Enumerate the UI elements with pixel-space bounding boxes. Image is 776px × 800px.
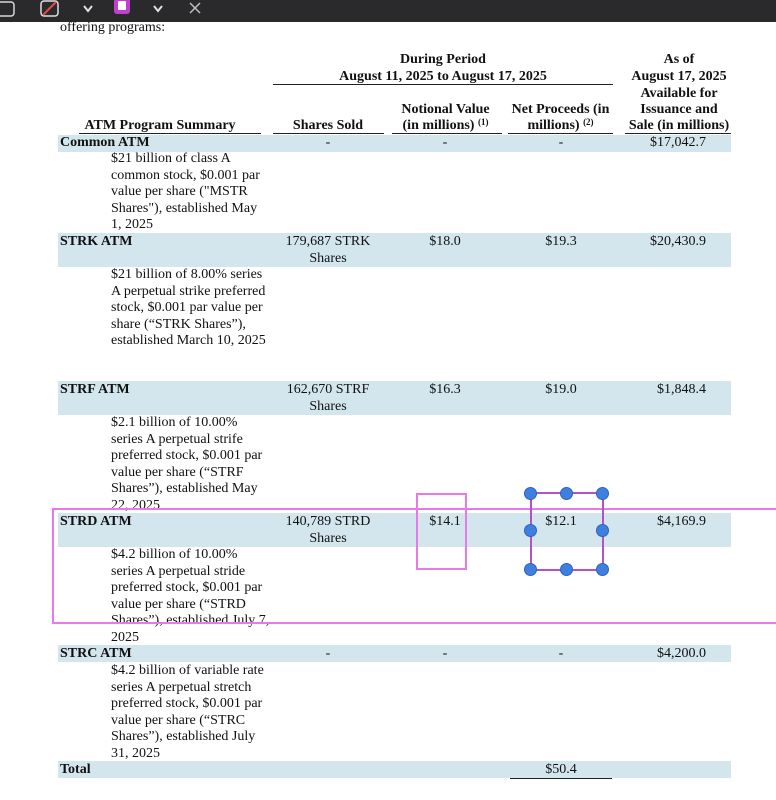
col-shares: Shares Sold [292, 118, 364, 133]
col-available-line3: Sale (in millions) [628, 118, 730, 133]
rule-notional [392, 133, 502, 134]
period-title: During Period [400, 52, 486, 67]
row-available: $4,169.9 [657, 514, 706, 529]
row-available: $4,200.0 [657, 646, 706, 661]
band-total [58, 761, 731, 778]
row-shares: 162,670 STRF Shares [286, 382, 370, 414]
col-available-line1: Available for [640, 86, 718, 101]
row-name: STRC ATM [60, 646, 132, 661]
col-net-line2: millions) [527, 118, 580, 133]
period-range: August 11, 2025 to August 17, 2025 [339, 69, 547, 84]
chevron-down-icon[interactable] [80, 0, 96, 18]
resize-handle-top-left[interactable] [524, 487, 537, 500]
row-net: $19.0 [545, 382, 577, 397]
col-net-line1: Net Proceeds (in [511, 102, 610, 117]
row-shares: - [325, 135, 331, 150]
notional-rectangle-annotation[interactable] [416, 493, 467, 570]
row-net: - [558, 646, 564, 661]
total-rule [510, 778, 612, 779]
resize-handle-top[interactable] [560, 487, 573, 500]
row-notional: $16.3 [429, 382, 461, 397]
row-shares: 179,687 STRK Shares [285, 234, 371, 266]
row-name: STRK ATM [60, 234, 133, 249]
row-available: $1,848.4 [657, 382, 706, 397]
row-notional: - [442, 646, 448, 661]
total-net: $50.4 [545, 762, 577, 777]
row-shares: 140,789 STRD Shares [285, 514, 371, 546]
row-name: Common ATM [60, 135, 150, 150]
col-notional-note: (1) [477, 117, 489, 127]
resize-handle-left[interactable] [524, 524, 537, 537]
period-rule [273, 84, 613, 85]
highlight-rectangle-annotation[interactable] [52, 508, 776, 624]
asof-date: August 17, 2025 [631, 69, 727, 84]
rule-summary [79, 133, 261, 134]
row-notional: - [442, 135, 448, 150]
row-name: STRD ATM [60, 514, 132, 529]
row-name: STRF ATM [60, 382, 130, 397]
col-notional-line1: Notional Value [401, 102, 490, 117]
rule-shares [273, 133, 384, 134]
col-notional-line2: (in millions) [402, 118, 475, 133]
rule-net [508, 133, 613, 134]
square-icon[interactable] [111, 0, 133, 18]
row-net: - [558, 135, 564, 150]
annotation-toolbar [0, 0, 776, 22]
row-description: $4.2 billion of variable rate series A perpetual stretch preferred stock, $0.001 par value per share (“STRC Shares”), established July 31, 2025 [111, 663, 264, 761]
col-available-line2: Issuance and [640, 102, 718, 117]
row-shares: - [325, 646, 331, 661]
row-description: $21 billion of class A common stock, $0.001 par value per share ("MSTR Shares"), established May 1, 2025 [111, 151, 260, 232]
resize-handle-bottom[interactable] [560, 563, 573, 576]
resize-handle-top-right[interactable] [596, 487, 609, 500]
slash-box-icon[interactable] [37, 0, 63, 18]
col-net-note: (2) [583, 117, 594, 127]
row-description: $4.2 billion of 10.00% series A perpetual stride preferred stock, $0.001 par value per share (“STRD Shares”), established July 7, 2025 [111, 547, 270, 645]
chevron-down-icon[interactable] [150, 0, 166, 18]
rule-available [625, 133, 731, 134]
col-summary: ATM Program Summary [84, 118, 236, 133]
asof-title: As of [663, 52, 695, 67]
row-description: $2.1 billion of 10.00% series A perpetual strife preferred stock, $0.001 par value per share (“STRF Shares”), established May 22, 2025 [111, 415, 263, 513]
selected-rectangle-annotation[interactable] [530, 492, 604, 571]
row-net: $19.3 [545, 234, 577, 249]
intro-text: offering programs: [60, 20, 166, 35]
total-label: Total [60, 762, 91, 777]
row-available: $20,430.9 [650, 234, 706, 249]
row-net: $12.1 [545, 514, 577, 529]
resize-handle-right[interactable] [596, 524, 609, 537]
row-notional: $18.0 [429, 234, 461, 249]
resize-handle-bottom-right[interactable] [596, 563, 609, 576]
row-available: $17,042.7 [650, 135, 706, 150]
checkbox-icon[interactable] [0, 0, 20, 18]
row-notional: $14.1 [429, 514, 461, 529]
row-description: $21 billion of 8.00% series A perpetual strike preferred stock, $0.001 par value per share (“STRK Shares”), established March 10, 2025 [111, 267, 266, 348]
resize-handle-bottom-left[interactable] [524, 563, 537, 576]
close-icon[interactable] [186, 0, 204, 18]
